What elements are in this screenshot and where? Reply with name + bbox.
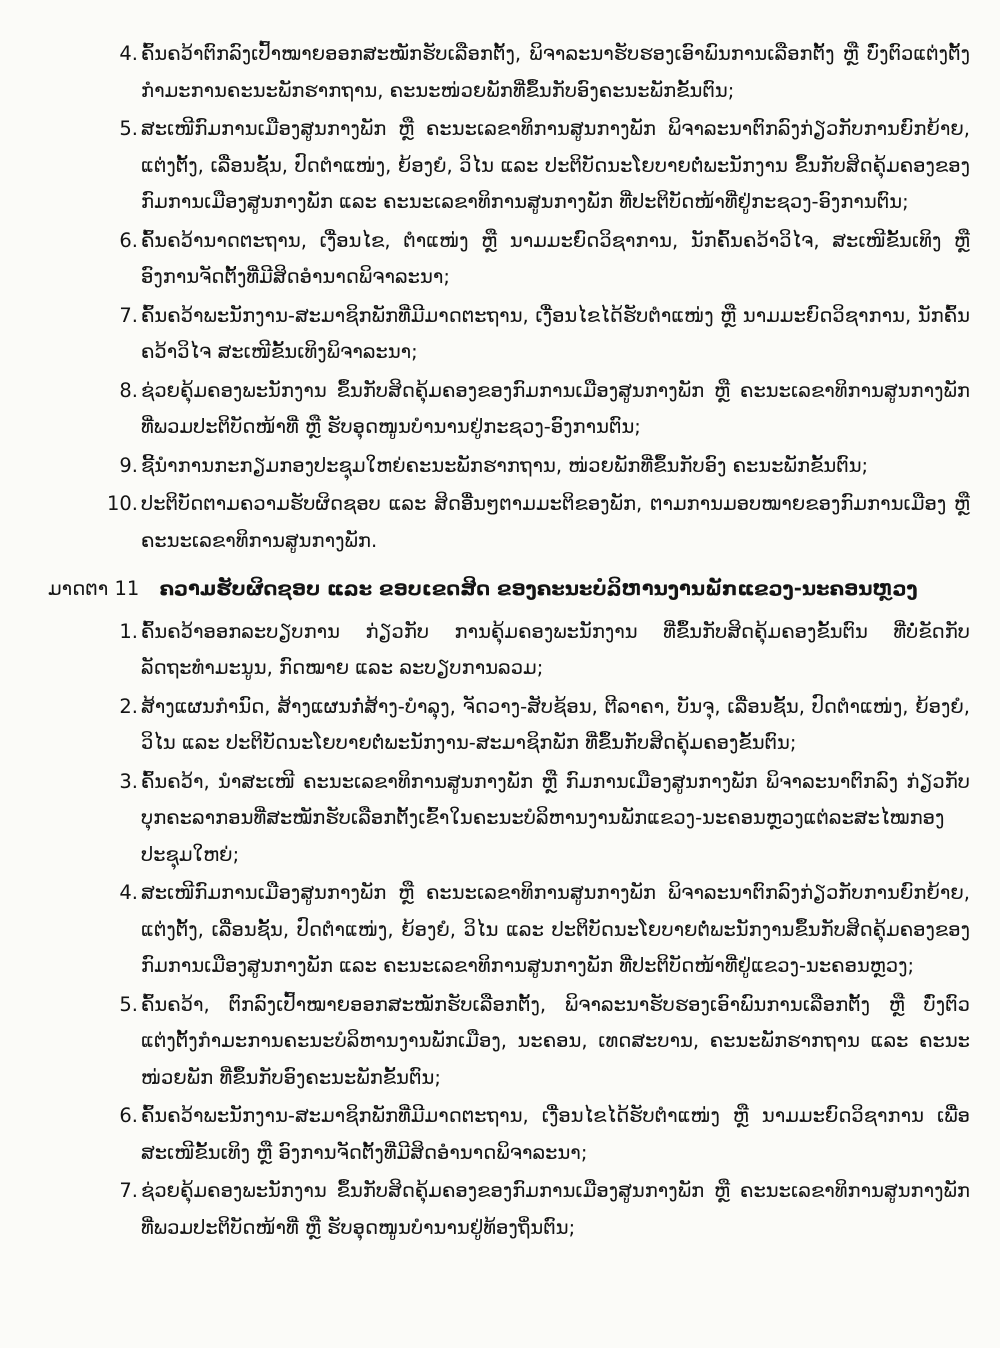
item-text: ຊ່ວຍຄຸ້ມຄອງພະນັກງານ ຂຶ້ນກັບສິດຄຸ້ມຄອງຂອງກົມການເມືອງສູນກາງພັກ ຫຼື ຄະນະເລຂາທິການສູນກາງພັກ ທີ່ພວມປະຕິບັດໜ້າທີ່ ຫຼື ຮັບອຸດໜູນບຳນານຢູ່ທ້ອງຖິ່ນຕົນ; — [141, 1179, 970, 1239]
item-text: ສ້າງແຜນກຳນົດ, ສ້າງແຜນກໍ່ສ້າງ-ບຳລຸງ, ຈັດວາງ-ສັບຊ້ອນ, ຕີລາຄາ, ບັນຈຸ, ເລື່ອນຊັ້ນ, ປົດຕຳແໜ່ງ, ຍ້ອງຍໍ, ວິໄນ ແລະ ປະຕິບັດນະໂຍບາຍຕໍ່ພະນັກງານ-ສະມາຊິກພັກ ທີ່ຂຶ້ນກັບສິດຄຸ້ມຄອງຂັ້ນຕົນ; — [141, 694, 970, 754]
item-text: ຊ່ວຍຄຸ້ມຄອງພະນັກງານ ຂຶ້ນກັບສິດຄຸ້ມຄອງຂອງກົມການເມືອງສູນກາງພັກ ຫຼື ຄະນະເລຂາທິການສູນກາງພັກ ທີ່ພວມປະຕິບັດໜ້າທີ່ ຫຼື ຮັບອຸດໜູນບຳນານຢູ່ກະຊວງ-ອົງການຕົນ; — [141, 378, 970, 438]
list-item — [48, 1098, 970, 1171]
item-number: 2. — [119, 694, 138, 718]
item-number: 5. — [119, 992, 138, 1016]
list-item — [48, 223, 970, 296]
item-number: 10. — [106, 492, 138, 515]
item-number: 6. — [119, 1104, 138, 1127]
list-item — [48, 448, 970, 485]
item-text: ຄົ້ນຄວ້າອອກລະບຽບການ ກ່ຽວກັບ ການຄຸ້ມຄອງພະນັກງານ ທີ່ຂຶ້ນກັບສິດຄຸ້ມຄອງຂັ້ນຕົນ ທີ່ບໍ່ຂັດກັບລັດຖະທຳມະນູນ, ກົດໝາຍ ແລະ ລະບຽບການລວມ; — [141, 619, 970, 679]
item-number: 7. — [119, 303, 138, 327]
list-item — [48, 689, 970, 762]
item-text: ຄົ້ນຄວ້າ, ຕົກລົງເປົ້າໝາຍອອກສະໝັກຮັບເລືອກຕັ້ງ, ພິຈາລະນາຮັບຮອງເອົາພົນການເລືອກຕັ້ງ ຫຼື ບົ່ງຕົວແຕ່ງຕັ້ງກຳມະການຄະນະບໍລິຫານງານພັກເມືອງ, ນະຄອນ, ເທດສະບານ, ຄະນະພັກຮາກຖານ ແລະ ຄະນະໜ່ວຍພັກ ທີ່ຂຶ້ນກັບອົງຄະນະພັກຂັ້ນຕົນ; — [141, 992, 970, 1089]
item-text: ສະເໜີກົມການເມືອງສູນກາງພັກ ຫຼື ຄະນະເລຂາທິການສູນກາງພັກ ພິຈາລະນາຕົກລົງກ່ຽວກັບການຍົກຍ້າຍ, ແຕ່ງຕັ້ງ, ເລື່ອນຊັ້ນ, ປົດຕຳແໜ່ງ, ຍ້ອງຍໍ, ວິໄນ ແລະ ປະຕິບັດນະໂຍບາຍຕໍ່ພະນັກງານ ຂຶ້ນກັບສິດຄຸ້ມຄອງຂອງກົມການເມືອງສູນກາງພັກ ແລະ ຄະນະເລຂາທິການສູນກາງພັກ ທີ່ປະຕິບັດໜ້າທີ່ຢູ່ກະຊວງ-ອົງການຕົນ; — [141, 117, 970, 213]
article-heading — [48, 571, 970, 608]
list-item — [48, 36, 970, 109]
list-item — [48, 764, 970, 874]
article-label: ມາດຕາ 11 — [48, 577, 140, 600]
list-item — [48, 486, 970, 559]
list-item — [48, 614, 970, 687]
item-text: ຄົ້ນຄວ້າຕົກລົງເປົ້າໝາຍອອກສະໝັກຮັບເລືອກຕັ້ງ, ພິຈາລະນາຮັບຮອງເອົາພົນການເລືອກຕັ້ງ ຫຼື ບົ່ງຕົວແຕ່ງຕັ້ງກຳມະການຄະນະພັກຮາກຖານ, ຄະນະໜ່ວຍພັກທີ່ຂຶ້ນກັບອົງຄະນະພັກຂັ້ນຕົນ; — [141, 42, 970, 102]
item-text: ປະຕິບັດຕາມຄວາມຮັບຜິດຊອບ ແລະ ສິດອື່ນໆຕາມມະຕິຂອງພັກ, ຕາມການມອບໝາຍຂອງກົມການເມືອງ ຫຼື ຄະນະເລຂາທິການສູນກາງພັກ. — [141, 492, 970, 552]
item-text: ສະເໜີກົມການເມືອງສູນກາງພັກ ຫຼື ຄະນະເລຂາທິການສູນກາງພັກ ພິຈາລະນາຕົກລົງກ່ຽວກັບການຍົກຍ້າຍ, ແຕ່ງຕັ້ງ, ເລື່ອນຊັ້ນ, ປົດຕຳແໜ່ງ, ຍ້ອງຍໍ, ວິໄນ ແລະ ປະຕິບັດນະໂຍບາຍຕໍ່ພະນັກງານຂຶ້ນກັບສິດຄຸ້ມຄອງຂອງກົມການເມືອງສູນກາງພັກ ແລະ ຄະນະເລຂາທິການສູນກາງພັກ ທີ່ປະຕິບັດໜ້າທີ່ຢູ່ແຂວງ-ນະຄອນຫຼວງ; — [141, 881, 970, 977]
item-number: 7. — [119, 1179, 138, 1202]
item-number: 4. — [119, 42, 138, 65]
list-item — [48, 111, 970, 221]
item-text: ຄົ້ນຄວ້າ, ນຳສະເໜີ ຄະນະເລຂາທິການສູນກາງພັກ ຫຼື ກົມການເມືອງສູນກາງພັກ ພິຈາລະນາຕົກລົງ ກ່ຽວກັບ ບຸກຄະລາກອນທີ່ສະໝັກຮັບເລືອກຕັ້ງເຂົ້າໃນຄະນະບໍລິຫານງານພັກແຂວງ-ນະຄອນຫຼວງແຕ່ລະສະໄໝກອງປະຊຸມໃຫຍ່; — [141, 769, 970, 866]
list-item — [48, 875, 970, 985]
item-text: ຄົ້ນຄວ້າພະນັກງານ-ສະມາຊິກພັກທີ່ມີມາດຕະຖານ, ເງື່ອນໄຂໄດ້ຮັບຕຳແໜ່ງ ຫຼື ນາມມະຍົດວິຊາການ ເພື່ອສະເໜີຂັ້ນເທິງ ຫຼື ອົງການຈັດຕັ້ງທີ່ມີສິດອຳນາດພິຈາລະນາ; — [141, 1104, 970, 1164]
item-text: ຄົ້ນຄວ້າພະນັກງານ-ສະມາຊິກພັກທີ່ມີມາດຕະຖານ, ເງື່ອນໄຂໄດ້ຮັບຕຳແໜ່ງ ຫຼື ນາມມະຍົດວິຊາການ, ນັກຄົ້ນຄວ້າວິໄຈ ສະເໜີຂັ້ນເທິງພິຈາລະນາ; — [141, 303, 970, 363]
item-number: 3. — [119, 769, 138, 793]
list-item — [48, 987, 970, 1097]
item-text: ຊີ້ນຳການກະກຽມກອງປະຊຸມໃຫຍ່ຄະນະພັກຮາກຖານ, ໜ່ວຍພັກທີ່ຂຶ້ນກັບອົງ ຄະນະພັກຂັ້ນຕົນ; — [141, 453, 869, 477]
item-number: 8. — [119, 378, 138, 402]
item-number: 9. — [119, 453, 138, 477]
item-number: 1. — [119, 619, 138, 643]
item-text: ຄົ້ນຄວ້ານາດຕະຖານ, ເງື່ອນໄຂ, ຕຳແໜ່ງ ຫຼື ນາມມະຍົດວິຊາການ, ນັກຄົ້ນຄວ້າວິໄຈ, ສະເໜີຂັ້ນເທິງ ຫຼື ອົງການຈັດຕັ້ງທີ່ມີສິດອຳນາດພິຈາລະນາ; — [141, 228, 970, 288]
item-number: 6. — [119, 228, 138, 252]
list-item — [48, 373, 970, 446]
article-title: ຄວາມຮັບຜິດຊອບ ແລະ ຂອບເຂດສິດ ຂອງຄະນະບໍລິຫານງານພັກແຂວງ-ນະຄອນຫຼວງ — [159, 577, 918, 600]
item-number: 4. — [119, 881, 138, 904]
section-a-list — [48, 36, 970, 559]
section-b-list — [48, 614, 970, 1247]
list-item — [48, 1173, 970, 1246]
list-item — [48, 298, 970, 371]
item-number: 5. — [119, 117, 138, 140]
